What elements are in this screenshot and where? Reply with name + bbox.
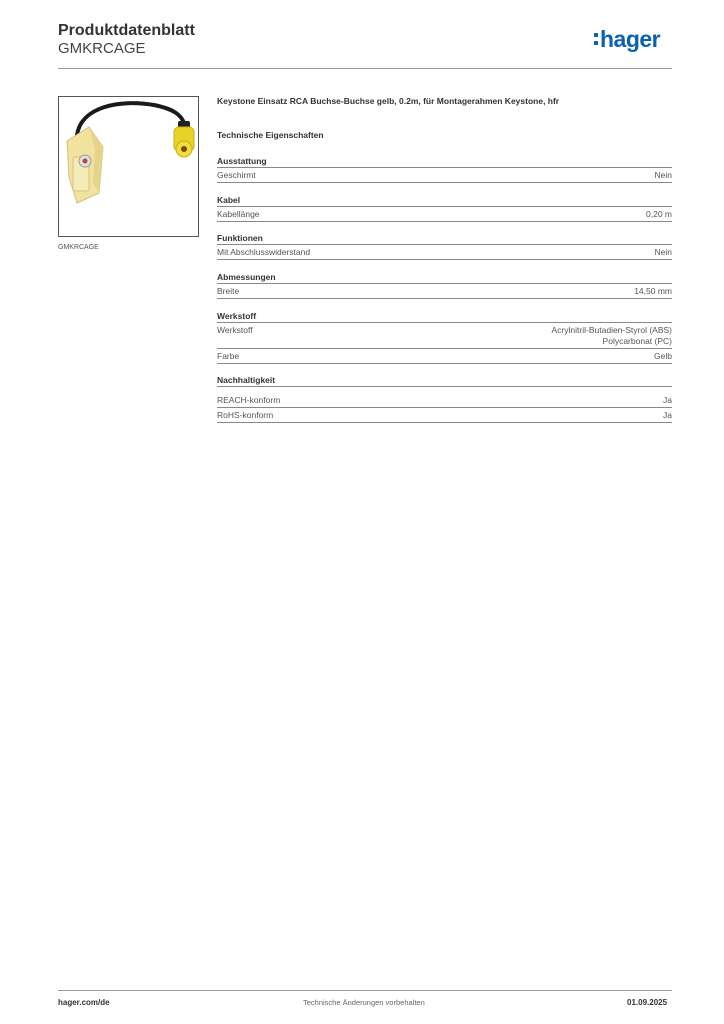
spec-section-abmessungen [217,271,672,299]
spec-value: 0,20 m [646,209,672,219]
spec-label: Mit Abschlusswiderstand [217,247,311,257]
spec-value: Nein [654,247,672,257]
spec-row [217,408,672,423]
header-divider [58,68,672,69]
product-description: Keystone Einsatz RCA Buchse-Buchse gelb, 0.2m, für Montagerahmen Keystone, hfr [217,96,560,106]
technical-heading: Technische Eigenschaften [217,130,324,140]
spec-section-funktionen [217,232,672,260]
spec-value: Gelb [654,351,672,361]
section-title: Kabel [217,194,672,207]
section-title: Abmessungen [217,271,672,284]
section-title: Nachhaltigkeit [217,374,672,387]
spec-row [217,207,672,222]
spec-label: RoHS-konform [217,410,274,420]
spec-section-ausstattung [217,155,672,183]
spec-section-kabel [217,194,672,222]
product-image [58,96,199,237]
footer-date: 01.09.2025 [627,998,668,1007]
footer-notice: Technische Änderungen vorbehalten [303,998,425,1007]
spec-row [217,349,672,364]
spec-row [217,323,672,349]
spec-row [217,168,672,183]
image-caption: GMKRCAGE [58,244,99,251]
page-title: Produktdatenblatt [58,22,195,39]
spec-label: Farbe [217,351,240,361]
hager-logo[interactable] [594,26,660,52]
section-title: Werkstoff [217,310,672,323]
spec-row [217,284,672,299]
keystone-rca-cable-icon [59,97,198,236]
spec-label: Breite [217,286,240,296]
spec-label: Geschirmt [217,170,256,180]
spec-value: Ja [663,410,672,420]
spec-value: Ja [663,395,672,405]
spec-section-werkstoff [217,310,672,364]
spec-row [217,245,672,260]
spec-value: 14,50 mm [634,286,672,296]
spec-label: Kabellänge [217,209,260,219]
section-title: Ausstattung [217,155,672,168]
spec-label: Werkstoff [217,325,253,335]
article-number: GMKRCAGE [58,40,146,57]
footer-divider [58,990,672,991]
spec-value: Acrylnitril-Butadien-Styrol (ABS) Polycarbonat (PC) [551,325,672,346]
logo-text: hager [600,26,661,52]
spec-value: Nein [654,170,672,180]
section-title: Funktionen [217,232,672,245]
spec-section-nachhaltigkeit [217,374,672,423]
spec-row [217,393,672,408]
footer-website-link[interactable]: hager.com/de [58,998,110,1007]
logo-dots-icon [594,33,598,45]
spec-label: REACH-konform [217,395,281,405]
